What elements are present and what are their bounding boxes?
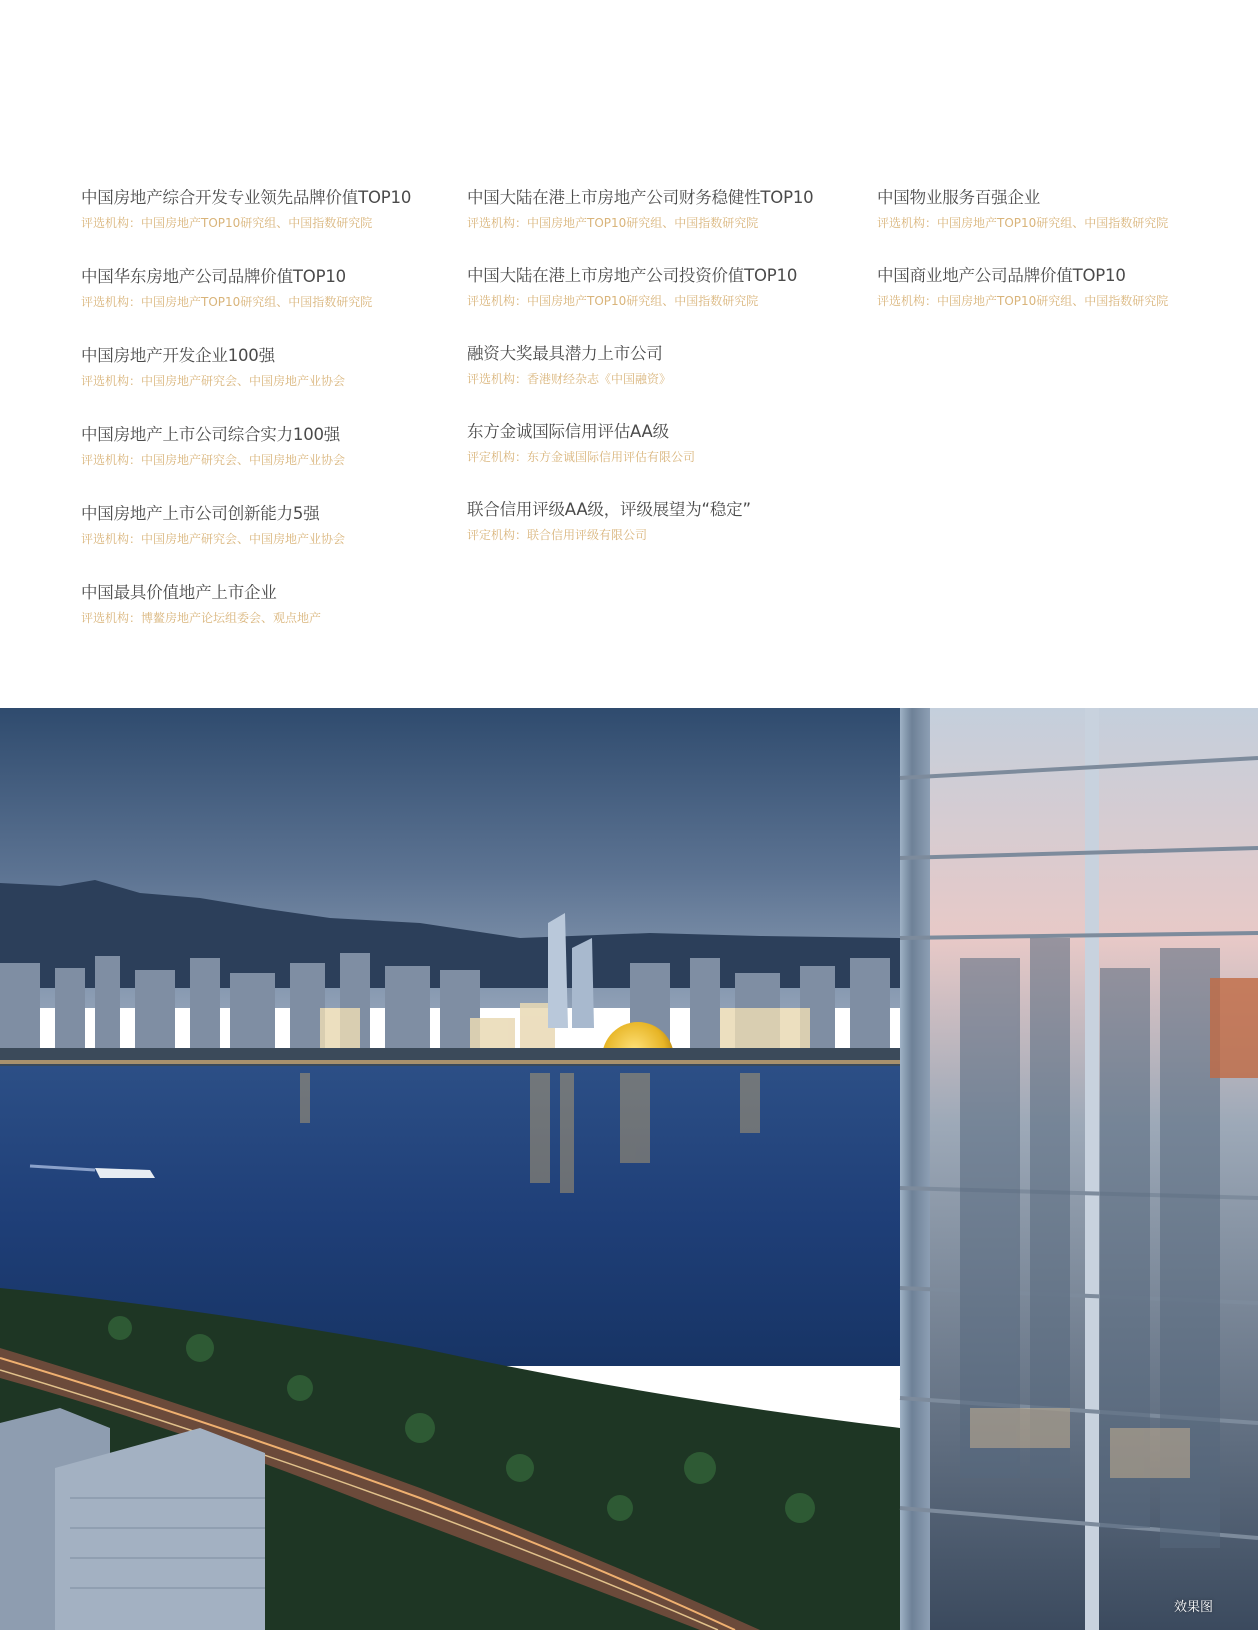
award-item: [467, 500, 751, 543]
award-title: 中国大陆在港上市房地产公司财务稳健性TOP10: [467, 188, 814, 207]
award-organization: 评选机构：中国房地产TOP10研究组、中国指数研究院: [877, 294, 1169, 308]
award-item: [81, 267, 372, 310]
awards-section: [0, 0, 1258, 708]
award-title: 东方金诚国际信用评估AA级: [467, 422, 669, 441]
award-title: 中国物业服务百强企业: [877, 188, 1041, 207]
award-item: [467, 344, 671, 387]
award-organization: 评选机构：中国房地产TOP10研究组、中国指数研究院: [467, 216, 759, 230]
award-item: [877, 266, 1168, 309]
award-item: [467, 422, 695, 465]
award-item: [81, 425, 345, 468]
award-organization: 评定机构：东方金诚国际信用评估有限公司: [467, 450, 696, 464]
award-organization: 评选机构：中国房地产TOP10研究组、中国指数研究院: [467, 294, 759, 308]
award-item: [467, 266, 797, 309]
award-organization: 评选机构：香港财经杂志《中国融资》: [467, 372, 672, 386]
award-title: 中国大陆在港上市房地产公司投资价值TOP10: [467, 266, 798, 285]
award-title: 中国房地产上市公司创新能力5强: [81, 504, 320, 523]
award-item: [467, 188, 813, 231]
award-item: [81, 504, 345, 547]
award-organization: 评选机构：中国房地产TOP10研究组、中国指数研究院: [81, 216, 373, 230]
award-item: [81, 583, 321, 626]
award-title: 联合信用评级AA级，评级展望为“稳定”: [467, 500, 751, 519]
award-title: 中国房地产上市公司综合实力100强: [81, 425, 341, 444]
award-organization: 评选机构：中国房地产研究会、中国房地产业协会: [81, 532, 346, 546]
award-title: 融资大奖最具潜力上市公司: [467, 344, 663, 363]
award-organization: 评选机构：中国房地产研究会、中国房地产业协会: [81, 453, 346, 467]
award-organization: 评定机构：联合信用评级有限公司: [467, 528, 648, 542]
award-item: [81, 188, 411, 231]
award-item: [81, 346, 345, 389]
award-item: [877, 188, 1168, 231]
award-title: 中国房地产开发企业100强: [81, 346, 275, 365]
award-organization: 评选机构：中国房地产TOP10研究组、中国指数研究院: [877, 216, 1169, 230]
award-title: 中国华东房地产公司品牌价值TOP10: [81, 267, 346, 286]
night-river-cityscape: [0, 708, 1258, 1630]
award-title: 中国最具价值地产上市企业: [81, 583, 277, 602]
award-organization: 评选机构：中国房地产TOP10研究组、中国指数研究院: [81, 295, 373, 309]
award-title: 中国商业地产公司品牌价值TOP10: [877, 266, 1126, 285]
award-title: 中国房地产综合开发专业领先品牌价值TOP10: [81, 188, 412, 207]
image-caption: 效果图: [1173, 1600, 1213, 1615]
award-organization: 评选机构：博鳌房地产论坛组委会、观点地产: [81, 611, 322, 625]
award-organization: 评选机构：中国房地产研究会、中国房地产业协会: [81, 374, 346, 388]
rendering-image: [0, 708, 1258, 1630]
